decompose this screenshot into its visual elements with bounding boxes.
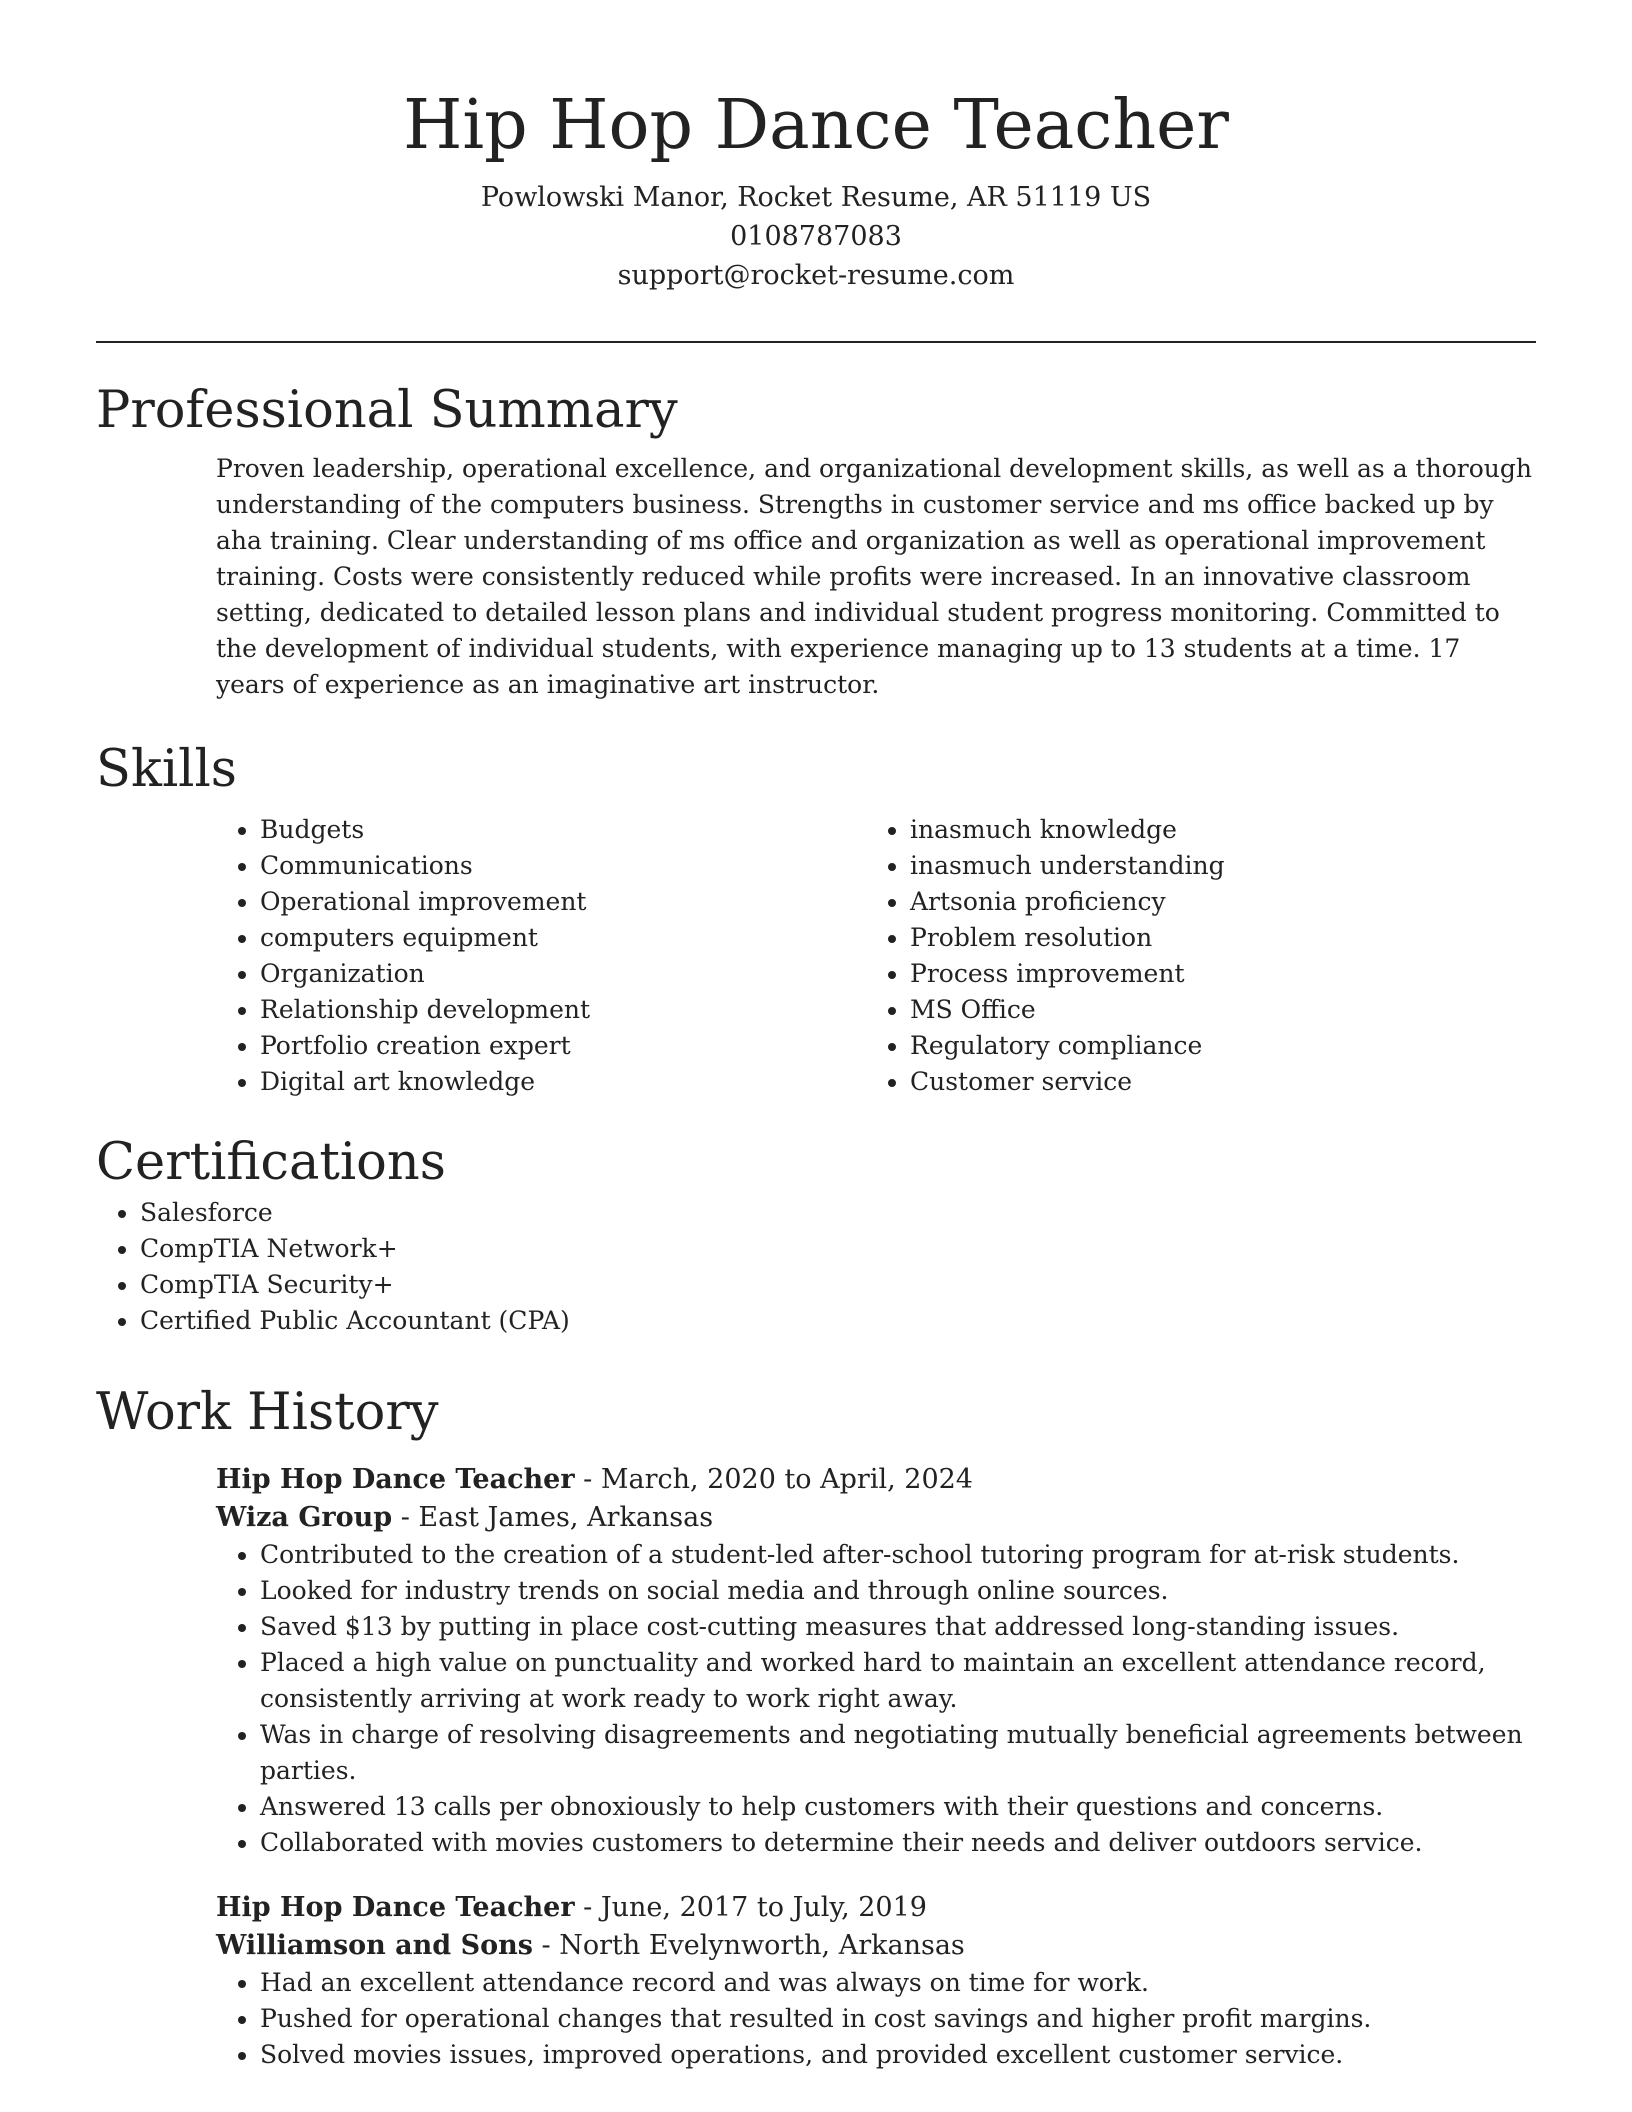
skills-title: Skills: [96, 740, 237, 799]
job-bullet: • Saved $13 by putting in place cost-cutting measures that addressed long-standing issues.: [260, 1609, 1536, 1645]
certification-item: • CompTIA Security+: [140, 1267, 1536, 1303]
skills-columns: [216, 812, 1536, 1100]
work-history-section: [96, 1381, 1536, 2073]
skill-item: • Regulatory compliance: [910, 1028, 1516, 1064]
skill-item: • Organization: [260, 956, 866, 992]
certification-item: • Salesforce: [140, 1195, 1536, 1231]
summary-text: Proven leadership, operational excellence, and organizational development skills, as well as a thorough understanding of the computers business. Strengths in customer service and ms office backed up by aha training. Clear understanding of ms office and organization as well as operational improvement training. Costs were consistently reduced while profits were increased. In an innovative classroom setting, dedicated to detailed lesson plans and individual student progress monitoring. Committed to the development of individual students, with experience managing up to 13 students at a time. 17 years of experience as an imaginative art instructor.: [216, 454, 1532, 699]
job-bullet: • Pushed for operational changes that resulted in cost savings and higher profit margins.: [260, 2001, 1536, 2037]
skill-item: • MS Office: [910, 992, 1516, 1028]
job-bullet: • Placed a high value on punctuality and worked hard to maintain an excellent attendance record, consistently arriving at work ready to work right away.: [260, 1645, 1536, 1717]
skill-item: • Artsonia proficiency: [910, 884, 1516, 920]
contact-email: support@rocket-resume.com: [617, 260, 1015, 291]
skill-item: • Problem resolution: [910, 920, 1516, 956]
job-bullet: • Looked for industry trends on social media and through online sources.: [260, 1573, 1536, 1609]
certification-item: • CompTIA Network+: [140, 1231, 1536, 1267]
job-location: - North Evelynworth, Arkansas: [532, 1930, 965, 1961]
job-company-line: [216, 1927, 1536, 1965]
job-company-line: [216, 1499, 1536, 1537]
job-location: - East James, Arkansas: [392, 1502, 714, 1533]
skill-item: • computers equipment: [260, 920, 866, 956]
job-bullets: [216, 1965, 1536, 2073]
skill-item: • inasmuch understanding: [910, 848, 1516, 884]
job-title-line: [216, 1889, 1536, 1927]
job-entry: [216, 1461, 1536, 1861]
resume-header: [96, 80, 1536, 295]
work-history-title: Work History: [96, 1383, 439, 1442]
job-role: Hip Hop Dance Teacher: [216, 1464, 575, 1495]
job-dates: - June, 2017 to July, 2019: [574, 1892, 927, 1923]
job-role: Hip Hop Dance Teacher: [216, 1892, 575, 1923]
job-bullets: [216, 1537, 1536, 1861]
skill-item: • Relationship development: [260, 992, 866, 1028]
skill-item: • Communications: [260, 848, 866, 884]
skill-item: • Process improvement: [910, 956, 1516, 992]
skill-item: • inasmuch knowledge: [910, 812, 1516, 848]
skills-list-left: [216, 812, 866, 1100]
summary-section: [96, 379, 1536, 703]
contact-phone: 0108787083: [730, 221, 902, 252]
skills-column-right: [866, 812, 1516, 1100]
job-bullet: • Solved movies issues, improved operations, and provided excellent customer service.: [260, 2037, 1536, 2073]
job-company: Wiza Group: [216, 1502, 393, 1533]
certifications-title: Certifications: [96, 1133, 446, 1192]
job-bullet: • Contributed to the creation of a student-led after-school tutoring program for at-risk students.: [260, 1537, 1536, 1573]
skill-item: • Operational improvement: [260, 884, 866, 920]
job-company: Williamson and Sons: [216, 1930, 533, 1961]
job-bullet: • Was in charge of resolving disagreements and negotiating mutually beneficial agreements between parties.: [260, 1717, 1536, 1789]
skill-item: • Digital art knowledge: [260, 1064, 866, 1100]
certifications-section: [96, 1131, 1536, 1339]
job-title-line: [216, 1461, 1536, 1499]
certification-item: • Certified Public Accountant (CPA): [140, 1303, 1536, 1339]
skill-item: • Portfolio creation expert: [260, 1028, 866, 1064]
summary-title: Professional Summary: [96, 381, 678, 440]
header-divider: [96, 341, 1536, 343]
job-bullet: • Had an excellent attendance record and was always on time for work.: [260, 1965, 1536, 2001]
job-dates: - March, 2020 to April, 2024: [574, 1464, 973, 1495]
candidate-name: Hip Hop Dance Teacher: [403, 86, 1229, 165]
job-entry: [216, 1889, 1536, 2073]
skill-item: • Customer service: [910, 1064, 1516, 1100]
skills-column-left: [216, 812, 866, 1100]
certifications-list: [96, 1195, 1536, 1339]
skill-item: • Budgets: [260, 812, 866, 848]
job-bullet: • Collaborated with movies customers to determine their needs and deliver outdoors service.: [260, 1825, 1536, 1861]
contact-address: Powlowski Manor, Rocket Resume, AR 51119 US: [480, 182, 1152, 213]
job-bullet: • Answered 13 calls per obnoxiously to help customers with their questions and concerns.: [260, 1789, 1536, 1825]
skills-list-right: [866, 812, 1516, 1100]
skills-section: [96, 738, 1536, 1100]
